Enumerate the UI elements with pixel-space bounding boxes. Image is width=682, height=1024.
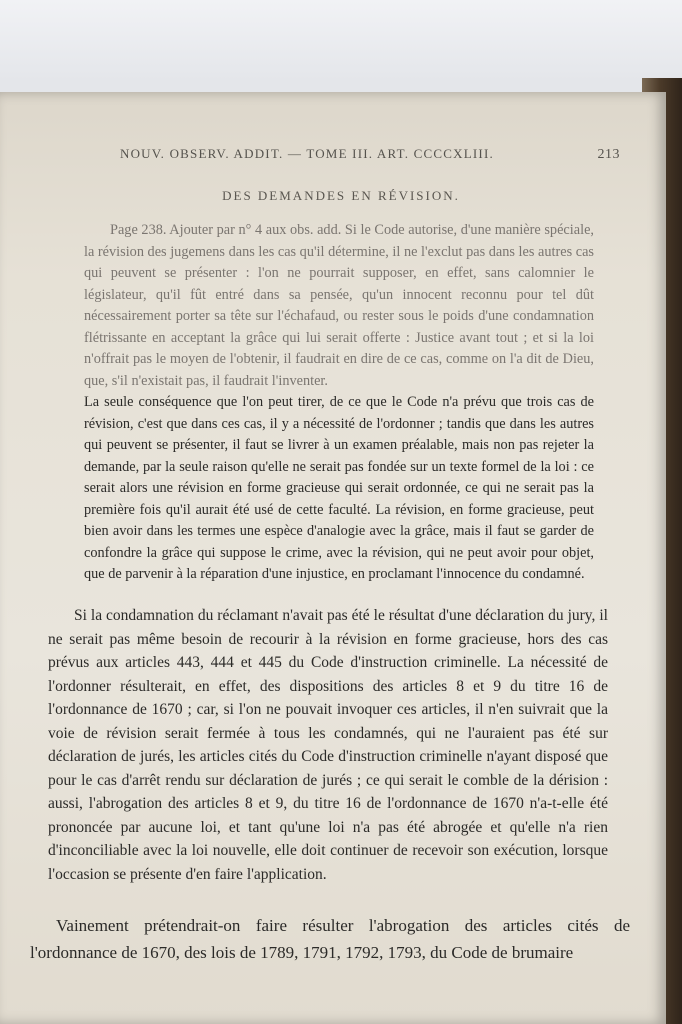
paragraph-2 [48,604,608,886]
paragraph-1-part-a: Page 238. Ajouter par n° 4 aux obs. add. Si le Code autorise, d'une manière spéciale, la révision des jugemens dans les cas qu'il détermine, il ne l'exclut pas dans les autres cas qui peuvent se présenter : l'on ne pourrait supposer, en effet, sans calomnier le législateur, qu'il fût entré dans sa pensée, qu'un innocent reconnu pour tel dût nécessairement porter sa tête sur l'échafaud, ou rester sous le poids d'une condamnation flétrissante en acceptant la grâce qui lui serait offerte : Justice avant tout ; et si la loi n'offrait pas le moyen de l'obtenir, il faudrait en dire de ce cas, comme on l'a dit de Dieu, que, s'il n'existait pas, il faudrait l'inventer. [84,222,594,389]
page-number: 213 [597,147,620,162]
paragraph-2-text: Si la condamnation du réclamant n'avait pas été le résultat d'une déclaration du jury, il ne serait pas même besoin de recourir à la révision en forme gracieuse, hors des cas prévus aux articles 443, 444 et 445 du Code d'instruction criminelle. La nécessité de l'ordonner résulterait, en effet, des dispositions des articles 8 et 9 du titre 16 de l'ordonnance de 1670 ; car, si l'on ne pouvait invoquer ces articles, il n'en suivrait que la voie de révision serait fermée à tous les condamnés, qui ne l'auraient pas été sur déclaration de jurés, les articles cités du Code d'instruction criminelle n'ayant disposé que pour le cas d'arrêt rendu sur déclaration de jurés ; ce qui serait le comble de la dérision : aussi, l'abrogation des articles 8 et 9, du titre 16 de l'ordonnance de 1670 n'a-t-elle été prononcée par aucune loi, et tant qu'une loi n'a pas été abrogée et qu'elle n'a rien d'inconciliable avec la loi nouvelle, elle doit continuer de recevoir son exécution, lorsque l'occasion se présente d'en faire l'application. [48,607,608,883]
running-title: NOUV. OBSERV. ADDIT. — TOME III. ART. CCCCXLIII. [120,146,494,161]
paragraph-3-text: Vainement prétendrait-on faire résulter l'abrogation des articles cités de l'ordonnance de 1670, des lois de 1789, 1791, 1792, 1793, du Code de brumaire [30,916,630,962]
section-title: DES DEMANDES EN RÉVISION. [222,188,460,203]
running-header [120,146,620,163]
paragraph-1 [84,220,594,586]
paragraph-3 [30,912,630,966]
paragraph-1-part-b: La seule conséquence que l'on peut tirer, de ce que le Code n'a prévu que trois cas de révision, c'est que dans ces cas, il y a nécessité de l'ordonner ; tandis que dans les autres qui peuvent se présenter, il faut se livrer à un examen préalable, mais non pas rejeter la demande, par la seule raison qu'elle ne serait pas fondée sur un texte formel de la loi : ce serait alors une révision en forme gracieuse qui serait ordonnée, ce qui ne serait pas la première fois qu'il aurait été usé de cette faculté. La révision, en forme gracieuse, peut bien avoir dans les termes une espèce d'analogie avec la grâce, mais il faut se garder de confondre la grâce qui suppose le crime, avec la révision, qui ne peut avoir pour objet, que de parvenir à la réparation d'une injustice, en proclamant l'innocence du condamné. [84,394,594,582]
